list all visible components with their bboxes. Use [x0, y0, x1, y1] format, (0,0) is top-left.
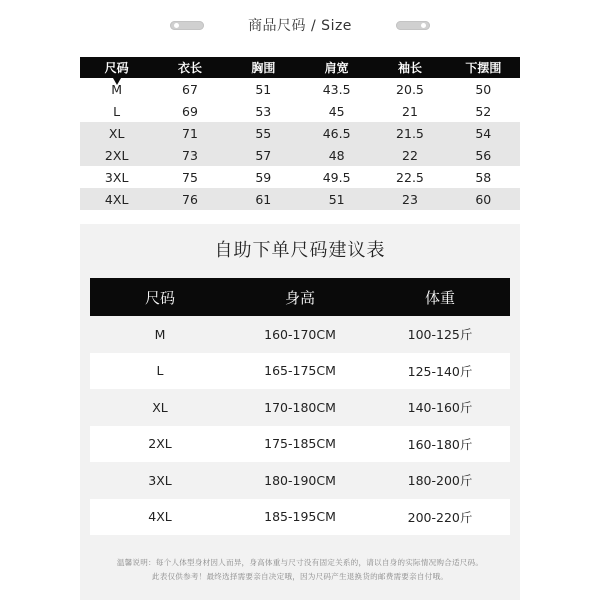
- height-cell: 175-185CM: [230, 426, 370, 463]
- hem-cell: 58: [447, 166, 520, 188]
- chest-cell: 59: [227, 166, 300, 188]
- height-cell: 170-180CM: [230, 389, 370, 426]
- header-label: 尺码: [104, 61, 129, 75]
- size-chart-header-sleeve: 袖长: [373, 57, 446, 78]
- sleeve-cell: 23: [373, 188, 446, 210]
- size-cell: XL: [90, 389, 230, 426]
- size-chart-table: [80, 57, 520, 210]
- size-chart-header-row: [80, 57, 520, 78]
- table-row: [90, 426, 510, 463]
- weight-cell: 200-220斤: [370, 499, 510, 536]
- length-cell: 71: [153, 122, 226, 144]
- table-row: [80, 78, 520, 100]
- table-row: [90, 353, 510, 390]
- weight-cell: 140-160斤: [370, 389, 510, 426]
- shoulder-cell: 43.5: [300, 78, 373, 100]
- table-row: [80, 144, 520, 166]
- height-cell: 185-195CM: [230, 499, 370, 536]
- size-chart-header-hem: 下摆围: [447, 57, 520, 78]
- size-cell: 2XL: [80, 144, 153, 166]
- table-row: [80, 166, 520, 188]
- weight-cell: 100-125斤: [370, 316, 510, 353]
- table-row: [80, 100, 520, 122]
- hem-cell: 50: [447, 78, 520, 100]
- sleeve-cell: 20.5: [373, 78, 446, 100]
- sleeve-cell: 21: [373, 100, 446, 122]
- size-chart-header-chest: 胸围: [227, 57, 300, 78]
- recommendation-title: 自助下单尺码建议表: [214, 240, 386, 261]
- page-header: [0, 14, 600, 36]
- size-disclaimer: [86, 556, 514, 584]
- hem-cell: 52: [447, 100, 520, 122]
- size-chart-header-shoulder: 肩宽: [300, 57, 373, 78]
- length-cell: 67: [153, 78, 226, 100]
- size-cell: M: [80, 78, 153, 100]
- disclaimer-line-2: 此表仅供参考！最终选择需要亲自决定哦，因为尺码产生退换货的邮费需要亲自付哦。: [151, 572, 449, 581]
- hem-cell: 54: [447, 122, 520, 144]
- shoulder-cell: 45: [300, 100, 373, 122]
- chest-cell: 61: [227, 188, 300, 210]
- sleeve-cell: 22: [373, 144, 446, 166]
- shoulder-cell: 46.5: [300, 122, 373, 144]
- chest-cell: 57: [227, 144, 300, 166]
- recommendation-header-row: [90, 278, 510, 316]
- chest-cell: 51: [227, 78, 300, 100]
- weight-cell: 160-180斤: [370, 426, 510, 463]
- size-recommendation-panel: [80, 224, 520, 600]
- chest-cell: 55: [227, 122, 300, 144]
- shoulder-cell: 51: [300, 188, 373, 210]
- recommendation-table: [90, 278, 510, 535]
- size-cell: L: [90, 353, 230, 390]
- size-cell: 3XL: [80, 166, 153, 188]
- height-cell: 165-175CM: [230, 353, 370, 390]
- height-cell: 180-190CM: [230, 462, 370, 499]
- table-row: [80, 188, 520, 210]
- sleeve-cell: 21.5: [373, 122, 446, 144]
- weight-cell: 125-140斤: [370, 353, 510, 390]
- weight-cell: 180-200斤: [370, 462, 510, 499]
- pointer-arrow-icon: [113, 78, 121, 85]
- recommendation-header-size: 尺码: [90, 278, 230, 316]
- hem-cell: 60: [447, 188, 520, 210]
- size-cell: 3XL: [90, 462, 230, 499]
- table-row: [90, 389, 510, 426]
- size-chart-header-size: [80, 57, 153, 78]
- size-cell: 4XL: [80, 188, 153, 210]
- size-cell: M: [90, 316, 230, 353]
- height-cell: 160-170CM: [230, 316, 370, 353]
- shoulder-cell: 49.5: [300, 166, 373, 188]
- length-cell: 73: [153, 144, 226, 166]
- left-toggle-icon: [170, 21, 204, 30]
- recommendation-header-height: 身高: [230, 278, 370, 316]
- size-cell: 2XL: [90, 426, 230, 463]
- length-cell: 76: [153, 188, 226, 210]
- length-cell: 69: [153, 100, 226, 122]
- sleeve-cell: 22.5: [373, 166, 446, 188]
- table-row: [90, 316, 510, 353]
- table-row: [90, 462, 510, 499]
- right-toggle-icon: [396, 21, 430, 30]
- chest-cell: 53: [227, 100, 300, 122]
- size-chart-header-length: 衣长: [153, 57, 226, 78]
- hem-cell: 56: [447, 144, 520, 166]
- size-cell: XL: [80, 122, 153, 144]
- recommendation-header-weight: 体重: [370, 278, 510, 316]
- size-cell: 4XL: [90, 499, 230, 536]
- table-row: [80, 122, 520, 144]
- size-cell: L: [80, 100, 153, 122]
- length-cell: 75: [153, 166, 226, 188]
- table-row: [90, 499, 510, 536]
- page-title: 商品尺码 / Size: [248, 18, 352, 34]
- shoulder-cell: 48: [300, 144, 373, 166]
- disclaimer-line-1: 温馨说明：每个人体型身材因人而异，身高体重与尺寸没有固定关系的，请以自身的实际情况购合适尺码。: [116, 558, 484, 567]
